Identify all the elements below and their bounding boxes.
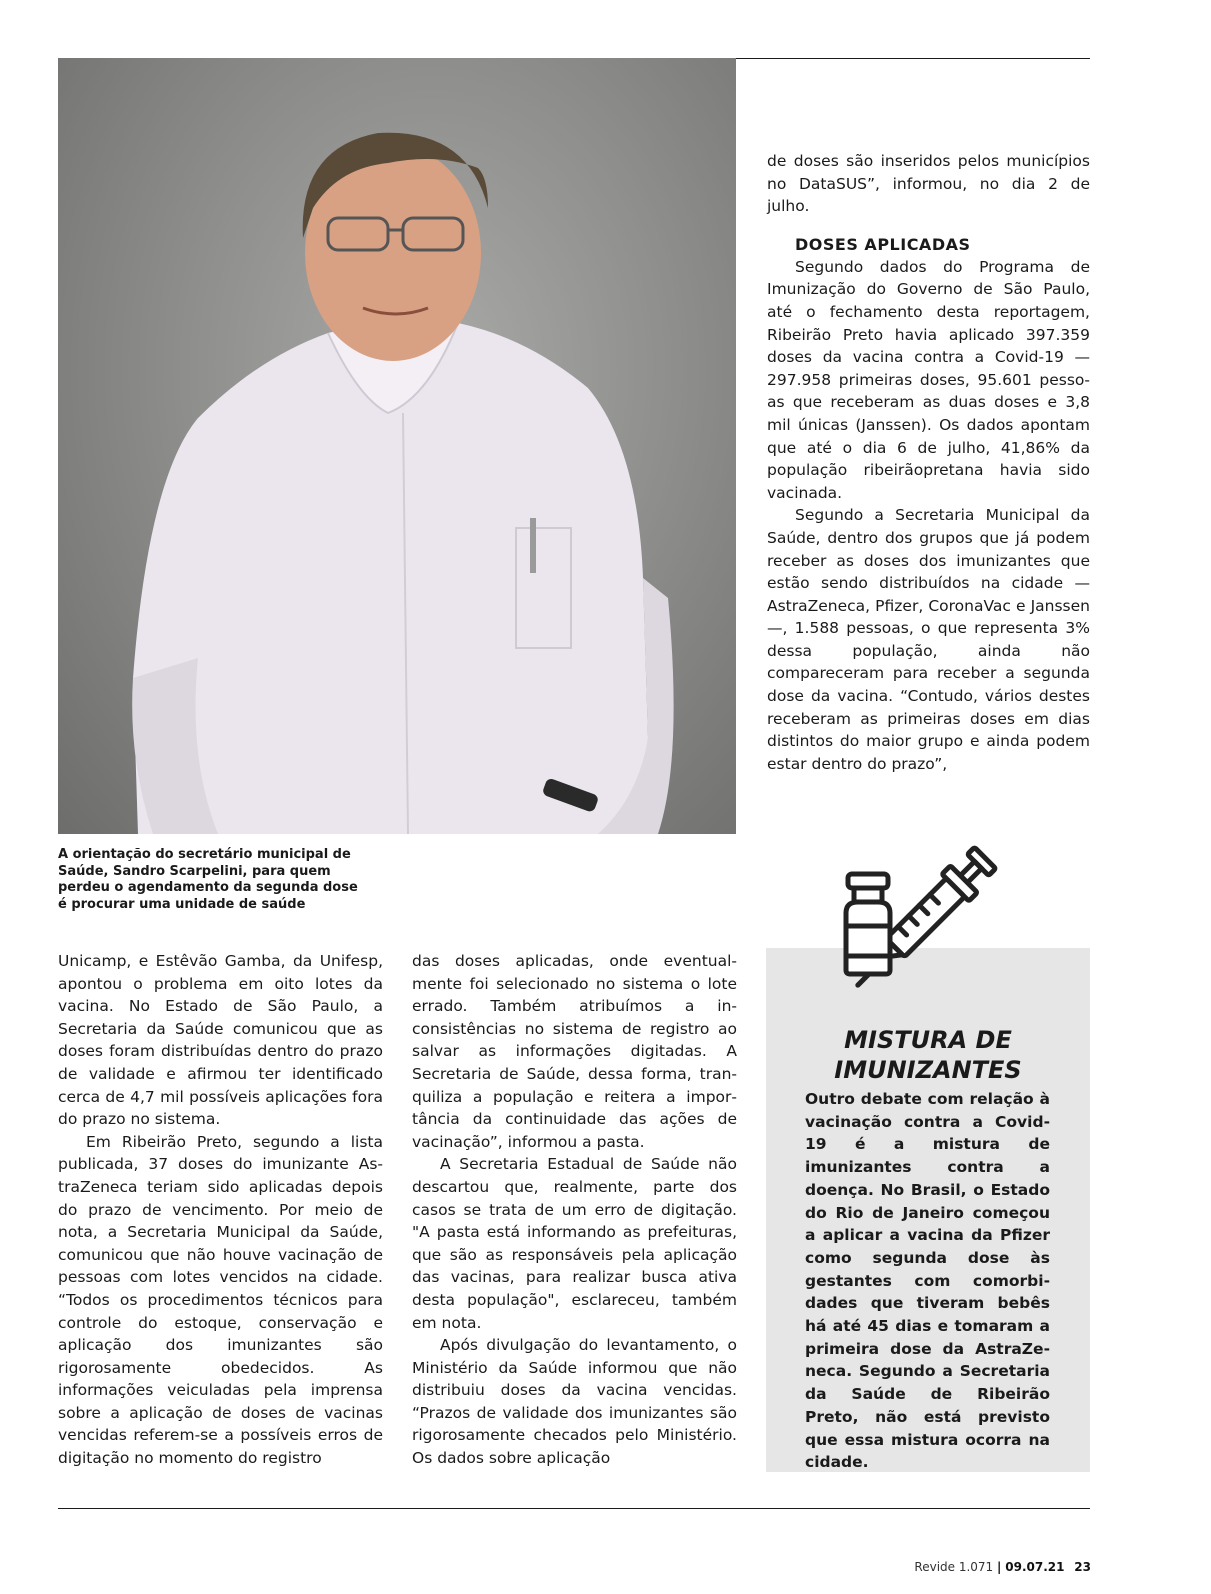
page-footer (914, 1560, 1091, 1574)
page-number: 23 (1074, 1560, 1091, 1574)
sidebar-title (766, 1025, 1090, 1085)
paragraph-continued: das doses aplicadas, onde eventualmente foi selecionado no sistema o lote errado. Também atribuímos a inconsistências no sistema de registro ao salvar as informações digitadas. A Secretaria de Saúde, dessa forma, tranquiliza a população e reitera a importância da continuidade das ações de vacinação”, informou a pasta. (412, 952, 737, 1151)
paragraph-continued: Unicamp, e Estêvão Gamba, da Unifesp, apontou o problema em oito lotes da vacina. No Estado de São Paulo, a Secretaria da Saúde comunicou que as doses foram distribuídas dentro do prazo de validade e afirmou ter identificado cerca de 4,7 mil possíveis aplicações fora do prazo no sistema. (58, 952, 383, 1129)
sidebar-title-line: IMUNIZANTES (834, 1056, 1022, 1084)
column-a (58, 950, 383, 1470)
sidebar-title-line: MISTURA DE (844, 1026, 1012, 1054)
bottom-rule (58, 1508, 1090, 1509)
issue-date: 09.07.21 (1005, 1560, 1065, 1574)
paragraph: Em Ribeirão Preto, segundo a lista publicada, 37 doses do imunizante AstraZeneca teriam sido aplicadas depois do prazo de vencimento. Por meio de nota, a Secretaria Municipal da Saúde, comunicou que não houve vacinação de pessoas com lotes vencidos na cidade. “Todos os procedimentos técnicos para controle do estoque, conservação e aplicação dos imunizantes são rigorosamente obedecidos. As informações veiculadas pela imprensa sobre a aplicação de doses de vacinas vencidas referem-se a possíveis erros de digitação no momento do registro (58, 1132, 383, 1468)
portrait-illustration (58, 58, 736, 834)
section-subhead: DOSES APLICADAS (795, 234, 971, 254)
paragraph: Segundo dados do Programa de Imunização do Governo de São Paulo, até o fechamento desta reportagem, Ribeirão Preto havia aplicado 397.359 doses da vacina contra a Covid-19 — 297.958 primeiras doses, 95.601 pessoas que receberam as duas doses e 3,8 mil únicas (Janssen). Os dados apontam que até o dia 6 de julho, 41,86% da população ribeirãopretana havia sido vacinada. (767, 257, 1090, 502)
syringe-vial-icon (840, 838, 1010, 998)
footer-separator: | (997, 1560, 1002, 1574)
column-b (412, 950, 737, 1470)
sidebar-text: Outro debate com relação à vacinação contra a Covid-19 é a mistura de imunizantes contra a doença. No Brasil, o Estado do Rio de Janeiro começou a aplicar a vacina da Pfizer como segunda dose às gestantes com comorbidades que tiveram bebês há até 45 dias e tomaram a primeira dose da AstraZeneca. Segundo a Secretaria da Saúde de Ribeirão Preto, não está previsto que essa mistura ocorra na cidade. (805, 1090, 1050, 1472)
paragraph-continued: de doses são inseridos pelos municípios no DataSUS”, informou, no dia 2 de julho. (767, 152, 1090, 216)
top-rule (736, 58, 1090, 59)
paragraph: Após divulgação do levantamento, o Ministério da Saúde informou que não distribuiu doses da vacina vencidas. “Prazos de validade dos imunizantes são rigorosamente checados pelo Ministério. Os dados sobre aplicação (412, 1336, 737, 1468)
paragraph: Segundo a Secretaria Municipal da Saúde, dentro dos grupos que já podem receber as doses dos imunizantes que estão sendo distribuídos na cidade — AstraZeneca, Pfizer, CoronaVac e Janssen —, 1.588 pessoas, o que representa 3% dessa população, ainda não compareceram para receber a segunda dose da vacina. “Contudo, vários destes receberam as primeiras doses em dias distintos do maior grupo e ainda podem estar dentro do prazo”, (767, 506, 1090, 773)
publication-name: Revide 1.071 (914, 1560, 994, 1574)
paragraph: A Secretaria Estadual de Saúde não descartou que, realmente, parte dos casos se trata de um erro de digitação. "A pasta está informando as prefeituras, que são as responsáveis pela aplicação das vacinas, para realizar busca ativa desta população", esclareceu, também em nota. (412, 1155, 737, 1332)
photo-caption: A orientação do secretário municipal de Saúde, Sandro Scarpelini, para quem perdeu o agendamento da segunda dose é procurar uma unidade de saúde (58, 847, 358, 912)
portrait-photo (58, 58, 736, 834)
right-column (767, 150, 1090, 775)
